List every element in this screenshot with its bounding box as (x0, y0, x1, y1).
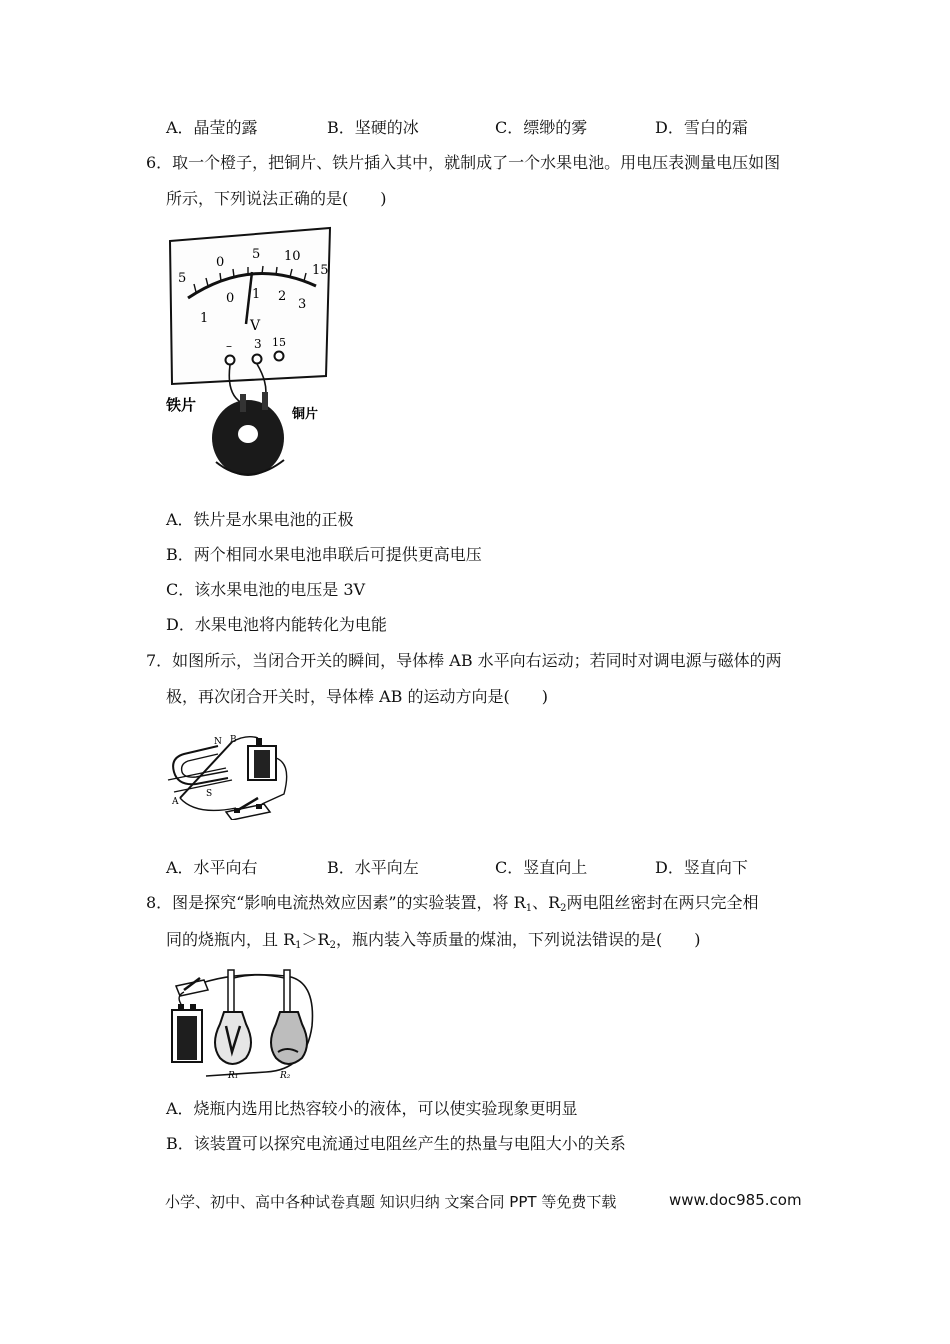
terminal-label-15: 15 (272, 336, 286, 349)
q7-option-d: D．竖直向下 (655, 858, 748, 877)
horseshoe-magnet (173, 746, 228, 784)
label-r2: R₂ (280, 1071, 291, 1080)
q6-voltmeter-figure (166, 226, 336, 484)
label-copper: 铜片 (292, 407, 319, 422)
q7-option-a: A．水平向右 (166, 858, 258, 877)
scale-lower-1: 0 (226, 291, 235, 306)
q6-stem-line1: 6．取一个橙子，把铜片、铁片插入其中，就制成了一个水果电池。用电压表测量电压如图 (146, 153, 781, 172)
q8-sub-2: 2 (560, 903, 567, 914)
label-iron: 铁片 (166, 396, 197, 414)
q6-stem-line2: 所示，下列说法正确的是( ) (166, 189, 387, 208)
footer-text: 小学、初中、高中各种试卷真题 知识归纳 文案合同 PPT 等免费下载 (165, 1193, 617, 1211)
q7-option-c: C．竖直向上 (495, 858, 588, 877)
label-b: B (230, 735, 237, 745)
q8-line1-part-a: 8．图是探究“影响电流热效应因素”的实验装置，将 R (146, 893, 526, 912)
q8-sub-3: 1 (295, 940, 302, 951)
meter-unit: V (250, 318, 261, 334)
q6-option-b: B．两个相同水果电池串联后可提供更高电压 (166, 545, 482, 564)
q8-option-b: B．该装置可以探究电流通过电阻丝产生的热量与电阻大小的关系 (166, 1134, 626, 1153)
scale-lower-0: 1 (200, 311, 209, 326)
q8-line2-part-b: ＞R (301, 930, 330, 949)
flask-r2 (271, 1012, 307, 1064)
terminal-3 (253, 355, 262, 364)
terminal-label-3: 3 (254, 337, 262, 351)
label-r1: R₁ (228, 1071, 239, 1080)
terminal-neg (226, 356, 235, 365)
q6-option-a: A．铁片是水果电池的正极 (166, 510, 354, 529)
terminal-label-neg: – (226, 339, 232, 353)
q8-sub-1: 1 (525, 903, 533, 914)
q8-stem-line2 (166, 929, 700, 957)
q5-option-d: D．雪白的霜 (655, 118, 748, 137)
q7-stem-line2: 极，再次闭合开关时，导体棒 AB 的运动方向是( ) (166, 687, 548, 706)
q8-option-a: A．烧瓶内选用比热容较小的液体，可以使实验现象更明显 (166, 1099, 578, 1118)
scale-upper-1: 0 (216, 255, 225, 270)
q7-stem-line1: 7．如图所示，当闭合开关的瞬间，导体棒 AB 水平向右运动；若同时对调电源与磁体的两 (146, 651, 782, 670)
q6-option-d: D．水果电池将内能转化为电能 (166, 615, 387, 634)
flask-r1 (215, 1012, 251, 1064)
q8-stem-line1 (146, 892, 759, 920)
page-footer (165, 1191, 802, 1212)
q5-option-a: A．晶莹的露 (166, 118, 258, 137)
q8-sub-4: 2 (329, 940, 336, 951)
pole-s: S (206, 789, 213, 799)
label-a: A (172, 797, 179, 807)
q5-option-c: C．缥缈的雾 (495, 118, 588, 137)
q6-option-c: C．该水果电池的电压是 3V (166, 580, 366, 599)
footer-site-link[interactable]: www.doc985.com (669, 1191, 802, 1209)
switch-base (226, 804, 270, 820)
pole-n: N (214, 737, 222, 747)
q8-line1-part-b: 、R (532, 893, 561, 912)
scale-lower-2: 1 (252, 287, 261, 302)
scale-lower-4: 3 (298, 297, 307, 312)
q8-heating-figure (166, 966, 316, 1080)
scale-upper-2: 5 (252, 247, 261, 262)
q8-line2-part-a: 同的烧瓶内，且 R (166, 930, 296, 949)
q7-option-b: B．水平向左 (327, 858, 419, 877)
scale-upper-0: 5 (178, 271, 187, 286)
scale-upper-4: 15 (312, 263, 329, 278)
q8-line2-part-c: ，瓶内装入等质量的煤油，下列说法错误的是( ) (335, 930, 701, 949)
scale-upper-3: 10 (284, 249, 301, 264)
q7-circuit-figure (166, 728, 316, 820)
q8-line1-part-c: 两电阻丝密封在两只完全相 (566, 893, 759, 912)
scale-lower-3: 2 (278, 289, 287, 304)
q5-option-b: B．坚硬的冰 (327, 118, 419, 137)
terminal-15 (275, 352, 284, 361)
